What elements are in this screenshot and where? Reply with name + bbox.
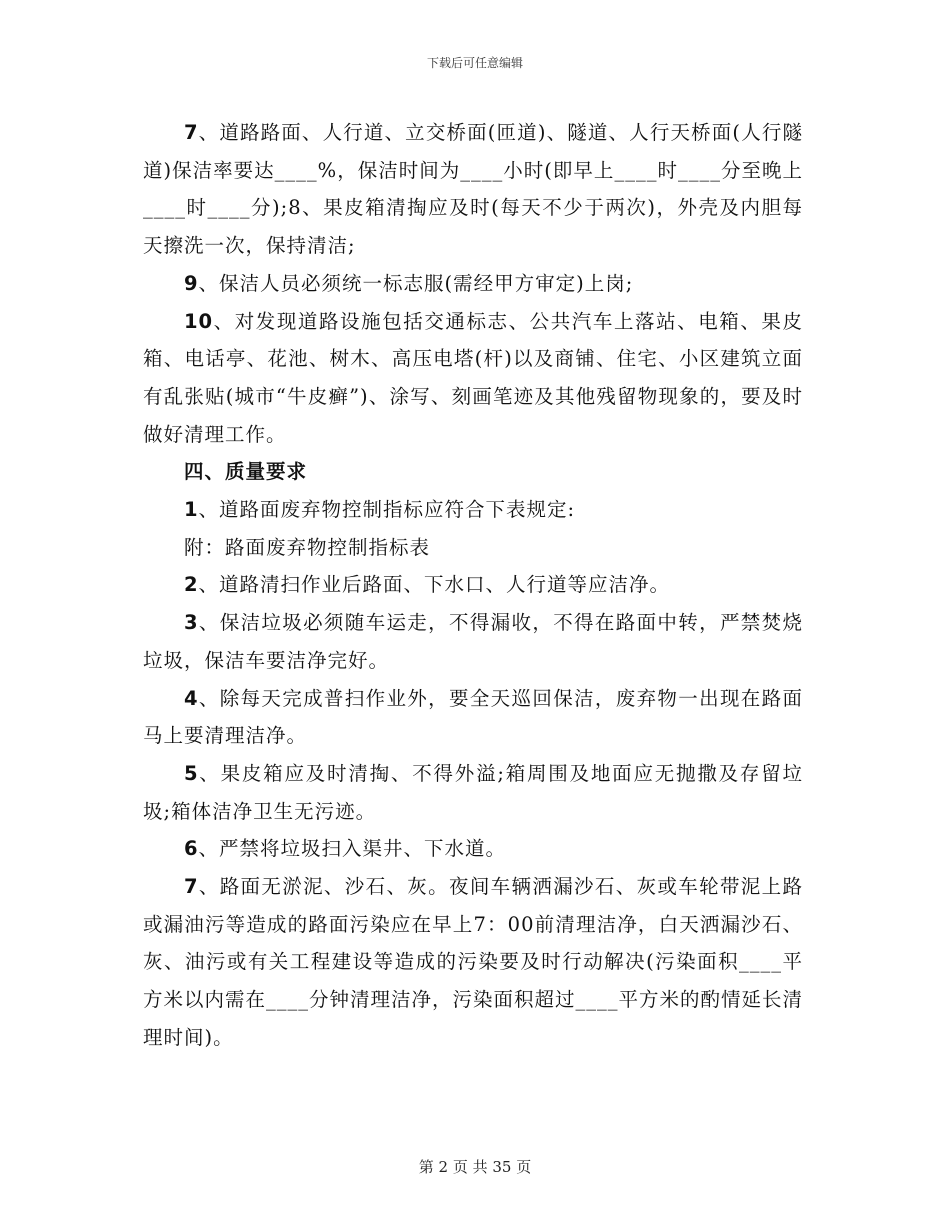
paragraph-text: 、除每天完成普扫作业外，要全天巡回保洁，废弃物一出现在路面马上要清理洁净。 xyxy=(143,686,803,748)
item-number: 9 xyxy=(183,271,199,295)
paragraph-q7 xyxy=(143,868,803,1057)
paragraph-10 xyxy=(143,303,803,454)
paragraph-text: 、道路面废弃物控制指标应符合下表规定: xyxy=(198,498,576,522)
paragraph-text: 、路面无淤泥、沙石、灰。夜间车辆洒漏沙石、灰或车轮带泥上路或漏油污等造成的路面污染应在早上7：00前清理洁净，白天洒漏沙石、灰、油污或有关工程建设等造成的污染要及时行动解决(污染面积____平方米以内需在____分钟清理洁净，污染面积超过____平方米的酌情延长清理时间)。 xyxy=(143,875,804,1049)
paragraph-attachment: 附：路面废弃物控制指标表 xyxy=(183,535,430,559)
paragraph-text: 、道路路面、人行道、立交桥面(匝道)、隧道、人行天桥面(人行隧道)保洁率要达____%，保洁时间为____小时(即早上____时____分至晚上____时____分);8、果皮箱清掏应及时(每天不少于两次)，外壳及内胆每天擦洗一次，保持清洁; xyxy=(143,121,803,258)
paragraph-text: 、保洁人员必须统一标志服(需经甲方审定)上岗; xyxy=(198,271,634,295)
item-number: 1 xyxy=(183,498,199,522)
paragraph-q1 xyxy=(143,491,803,529)
document-body xyxy=(143,114,803,1057)
paragraph-text: 、果皮箱应及时清掏、不得外溢;箱周围及地面应无抛撒及存留垃圾;箱体洁净卫生无污迹。 xyxy=(143,761,803,823)
paragraph-q2 xyxy=(143,566,803,604)
item-number: 2 xyxy=(183,573,199,597)
page-header: 下载后可任意编辑 xyxy=(426,56,523,70)
paragraph-text: 、道路清扫作业后路面、下水口、人行道等应洁净。 xyxy=(198,573,671,597)
paragraph-q6 xyxy=(143,830,803,868)
item-number: 4 xyxy=(183,686,199,710)
paragraph-q5 xyxy=(143,755,803,830)
paragraph-q3 xyxy=(143,604,803,679)
item-number: 7 xyxy=(183,121,199,144)
paragraph-q4 xyxy=(143,680,803,755)
item-number: 5 xyxy=(183,761,199,785)
paragraph-7a xyxy=(143,114,803,265)
item-number: 6 xyxy=(183,837,199,861)
section-heading: 四、质量要求 xyxy=(183,460,307,484)
item-number: 7 xyxy=(183,875,199,899)
page-footer: 第 2 页 共 35 页 xyxy=(418,1158,532,1176)
paragraph-9 xyxy=(143,265,803,303)
item-number: 3 xyxy=(183,611,199,635)
paragraph-text: 、对发现道路设施包括交通标志、公共汽车上落站、电箱、果皮箱、电话亭、花池、树木、高压电塔(杆)以及商铺、住宅、小区建筑立面有乱张贴(城市“牛皮癣”)、涂写、刻画笔迹及其他残留物现象的，要及时做好清理工作。 xyxy=(143,309,803,446)
paragraph-text: 、严禁将垃圾扫入渠井、下水道。 xyxy=(198,837,507,861)
item-number: 10 xyxy=(183,309,214,333)
paragraph-text: 、保洁垃圾必须随车运走，不得漏收，不得在路面中转，严禁焚烧垃圾，保洁车要洁净完好。 xyxy=(143,611,803,672)
